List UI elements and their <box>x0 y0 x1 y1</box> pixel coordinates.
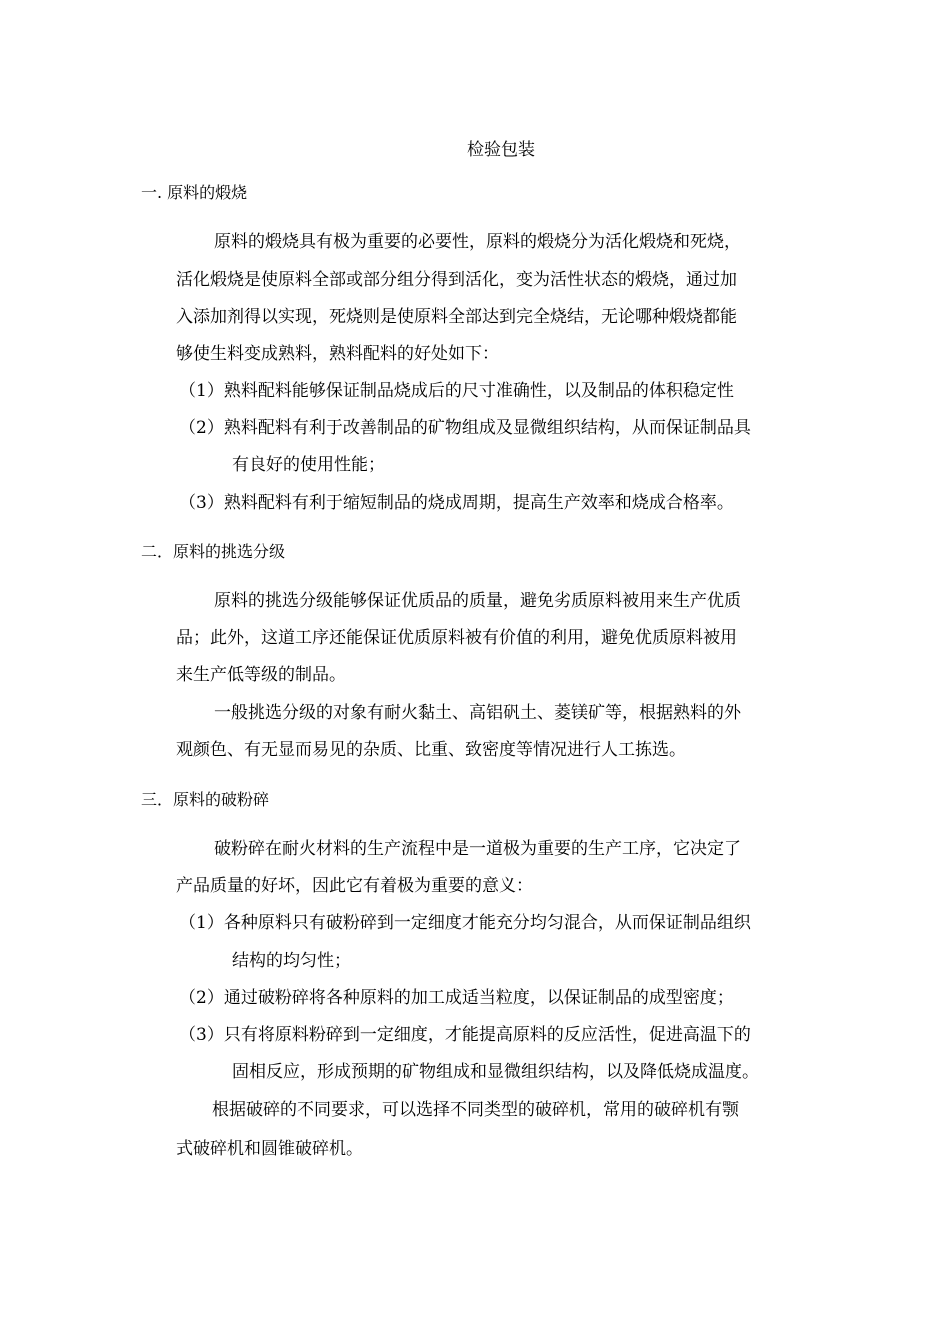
paragraph-line: 入添加剂得以实现，死烧则是使原料全部达到完全烧结，无论哪种煅烧都能 <box>176 307 737 327</box>
list-item-line: （2）通过破粉碎将各种原料的加工成适当粒度，以保证制品的成型密度； <box>179 988 734 1008</box>
paragraph-line: 观颜色、有无显而易见的杂质、比重、致密度等情况进行人工拣选。 <box>176 740 686 760</box>
list-item-line: （3）只有将原料粉碎到一定细度，才能提高原料的反应活性，促进高温下的 <box>179 1025 751 1045</box>
paragraph-line: 原料的挑选分级能够保证优质品的质量，避免劣质原料被用来生产优质 <box>214 591 741 611</box>
paragraph-line: 式破碎机和圆锥破碎机。 <box>176 1139 363 1159</box>
document-title: 检验包装 <box>467 140 535 160</box>
list-item-line: （2）熟料配料有利于改善制品的矿物组成及显微组织结构，从而保证制品具 <box>179 418 751 438</box>
paragraph-line: 根据破碎的不同要求，可以选择不同类型的破碎机，常用的破碎机有颚 <box>212 1100 739 1120</box>
paragraph-line: 品；此外，这道工序还能保证优质原料被有价值的利用，避免优质原料被用 <box>176 628 737 648</box>
paragraph-line: 够使生料变成熟料，熟料配料的好处如下： <box>176 344 499 364</box>
list-item-line: 有良好的使用性能； <box>232 455 385 475</box>
paragraph-line: 活化煅烧是使原料全部或部分组分得到活化，变为活性状态的煅烧，通过加 <box>176 270 737 290</box>
section-heading-1: 一. 原料的煅烧 <box>141 183 248 202</box>
list-item-line: 结构的均匀性； <box>232 951 351 971</box>
paragraph-line: 来生产低等级的制品。 <box>176 665 346 685</box>
list-item-line: （3）熟料配料有利于缩短制品的烧成周期，提高生产效率和烧成合格率。 <box>179 493 734 513</box>
list-item-line: （1）熟料配料能够保证制品烧成后的尺寸准确性，以及制品的体积稳定性 <box>179 381 734 401</box>
section-heading-3: 三．原料的破粉碎 <box>141 790 270 809</box>
list-item-line: （1）各种原料只有破粉碎到一定细度才能充分均匀混合，从而保证制品组织 <box>179 913 751 933</box>
paragraph-line: 破粉碎在耐火材料的生产流程中是一道极为重要的生产工序，它决定了 <box>214 839 741 859</box>
list-item-line: 固相反应，形成预期的矿物组成和显微组织结构，以及降低烧成温度。 <box>232 1062 759 1082</box>
paragraph-line: 一般挑选分级的对象有耐火黏土、高铝矾土、菱镁矿等，根据熟料的外 <box>214 703 741 723</box>
paragraph-line: 产品质量的好坏，因此它有着极为重要的意义： <box>176 876 533 896</box>
section-heading-2: 二．原料的挑选分级 <box>141 542 286 561</box>
paragraph-line: 原料的煅烧具有极为重要的必要性，原料的煅烧分为活化煅烧和死烧， <box>214 232 741 252</box>
